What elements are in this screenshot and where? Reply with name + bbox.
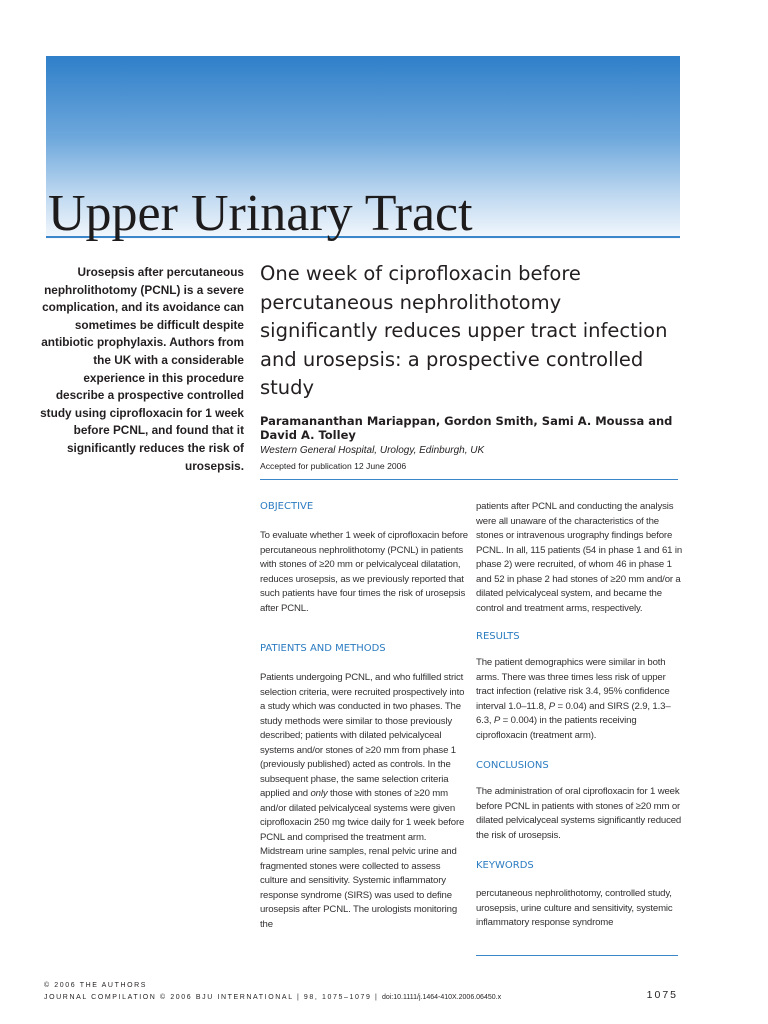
author-list: Paramananthan Mariappan, Gordon Smith, Sami A. Moussa and David A. Tolley [260, 414, 673, 442]
objective-text: To evaluate whether 1 week of ciprofloxacin before percutaneous nephrolithotomy (PCNL) in patients with stones of ≥20 mm or pelvicalyceal dilatation, reduces urosepsis, as we previously reported that such patients have four times the risk of urosepsis after PCNL. [260, 530, 468, 614]
journal-line [44, 992, 684, 1004]
results-text-part1: The patient demographics were similar in both arms. There was three times less risk of upper tract infection (relative risk 3.4, 95% confidence interval 1.0–11.8, [476, 657, 670, 712]
conclusions-heading: CONCLUSIONS [476, 760, 549, 771]
results-text-part3: = 0.004) in the patients receiving ciprofloxacin (treatment arm). [476, 715, 637, 741]
section-title: Upper Urinary Tract [48, 185, 473, 242]
results-p-value-2: P [493, 715, 501, 726]
methods-text-part2: those with stones of ≥20 mm and/or dilated pelvicalyceal systems were given ciprofloxacin 250 mg twice daily for 1 week before PCNL and comprised the treatment arm. Midstream urine samples, renal pelvic urine and fragmented stones were collected to assess culture and sensitivity. Systemic inflammatory response syndrome (SIRS) was used to define urosepsis after PCNL. The urologists monitoring the [260, 788, 465, 930]
header-divider [260, 479, 678, 480]
methods-text-part1: Patients undergoing PCNL, and who fulfilled strict selection criteria, were recruited prospectively into a study which was conducted in two phases. The study methods were similar to those previously described; patients with dilated pelvicalyceal systems and/or stones of ≥20 mm from phase 1 (previously published) acted as controls. In the subsequent phase, the same selection criteria applied and [260, 672, 465, 799]
doi-link[interactable]: doi:10.1111/j.1464-410X.2006.06450.x [381, 994, 502, 1001]
results-text-part2: = 0.04) and SIRS (2.9, 1.3–6.3, [476, 700, 671, 726]
methods-heading: PATIENTS AND METHODS [260, 643, 386, 654]
copyright-line: © 2006 THE AUTHORS [44, 982, 148, 989]
article-title: One week of ciprofloxacin before percutaneous nephrolithotomy significantly reduces upper tract infection and urosepsis: a prospective controlled study [260, 262, 668, 400]
results-heading: RESULTS [476, 631, 520, 642]
accepted-date: Accepted for publication 12 June 2006 [260, 461, 407, 471]
results-text [476, 656, 684, 743]
methods-text-emphasis: only [310, 788, 328, 799]
page-footer [44, 980, 684, 1004]
abstract-column-right [476, 500, 684, 931]
keywords-divider [476, 955, 678, 956]
conclusions-text: The administration of oral ciprofloxacin for 1 week before PCNL in patients with stones of ≥20 mm or dilated pelvicalyceal systems significantly reduced the risk of urosepsis. [476, 786, 682, 841]
methods-text-continued: patients after PCNL and conducting the analysis were all unaware of the characteristics of the stones or intravenous urography findings before PCNL. In all, 115 patients (54 in phase 1 and 61 in phase 2) were recruited, of whom 46 in phase 1 and 52 in phase 2 had stones of ≥20 mm and/or a dilated pelvicalyceal system, and became the control and treatment arms, respectively. [476, 501, 683, 614]
affiliation: Western General Hospital, Urology, Edinburgh, UK [260, 445, 485, 456]
standfirst: Urosepsis after percutaneous nephrolithotomy (PCNL) is a severe complication, and its avoidance can sometimes be difficult despite antibiotic prophylaxis. Authors from the UK with a considerable experience in this procedure describe a prospective controlled study using ciprofloxacin for 1 week before PCNL, and found that it significantly reduces the risk of urosepsis. [40, 265, 244, 473]
abstract-column-left [260, 500, 468, 932]
methods-text [260, 671, 468, 932]
journal-citation: JOURNAL COMPILATION © 2006 BJU INTERNATIONAL | 98, 1075–1079 | [44, 994, 379, 1001]
keywords-heading: KEYWORDS [476, 860, 534, 871]
objective-heading: OBJECTIVE [260, 501, 314, 512]
results-p-value-1: P [548, 700, 555, 712]
page-number: 1075 [646, 989, 678, 1001]
keywords-text: percutaneous nephrolithotomy, controlled study, urosepsis, urine culture and sensitivity, systemic inflammatory response syndrome [476, 888, 673, 928]
